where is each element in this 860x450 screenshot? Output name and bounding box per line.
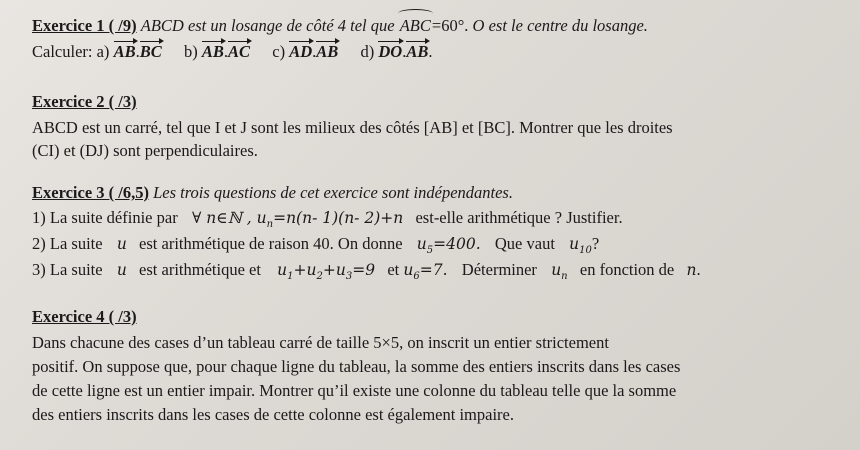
q1-question: est-elle arithmétique ? Justifier. bbox=[415, 208, 623, 227]
q3-un-sub: n bbox=[561, 271, 568, 283]
ex4-line4: des entiers inscrits dans les cases de cette colonne est également impaire. bbox=[32, 405, 514, 424]
q2-u10 bbox=[569, 235, 592, 257]
ex3-intro: Les trois questions de cet exercice sont indépendantes. bbox=[153, 183, 513, 202]
q3-function-of: en fonction de bbox=[579, 260, 675, 279]
ex3-q2 bbox=[32, 234, 599, 261]
vector-ab: AB bbox=[201, 42, 224, 61]
q2-statement: est arithmétique de raison 40. On donne bbox=[139, 234, 403, 253]
ex3-title-line bbox=[32, 183, 513, 203]
vector-ac: AC bbox=[227, 42, 250, 61]
ex3-q3 bbox=[32, 260, 701, 287]
q2-u5 bbox=[416, 235, 481, 257]
q3-s2: 2 bbox=[316, 271, 323, 283]
ex1-statement-center: O est le centre du losange. bbox=[472, 16, 648, 35]
q3-n: n bbox=[686, 261, 697, 279]
q3-un bbox=[551, 261, 568, 283]
q3-u6-sub: 6 bbox=[413, 271, 420, 283]
item-d-label: d) bbox=[360, 42, 375, 61]
ex4-title: Exercice 4 ( /3) bbox=[32, 307, 137, 326]
ex1-line2 bbox=[32, 42, 433, 62]
q3-u6-letter: u bbox=[403, 261, 414, 279]
q2-u5-sub: 5 bbox=[426, 245, 434, 257]
period: . bbox=[428, 42, 433, 61]
vector-bc: BC bbox=[139, 42, 162, 61]
vector-ab: AB bbox=[113, 42, 136, 61]
vector-ab: AB bbox=[406, 42, 429, 61]
q3-u6-value: =7. bbox=[419, 261, 448, 279]
ex3-title: Exercice 3 ( /6,5) bbox=[32, 183, 149, 202]
q3-s1: 1 bbox=[287, 271, 294, 283]
q3-sum bbox=[277, 261, 376, 283]
angle-value: =60°. bbox=[431, 16, 469, 35]
dot-product: . bbox=[402, 42, 407, 61]
item-c-label: c) bbox=[272, 42, 286, 61]
angle-abc: ABC bbox=[399, 16, 431, 35]
q1-text: 1) La suite définie par bbox=[32, 208, 178, 227]
q3-u2: +u bbox=[293, 261, 317, 279]
q1-formula bbox=[191, 209, 404, 231]
q2-u5-value: =400. bbox=[433, 235, 481, 253]
q2-text: 2) La suite bbox=[32, 234, 103, 253]
q3-u: u bbox=[116, 261, 127, 279]
q3-et: et bbox=[387, 260, 400, 279]
item-a-label: a) bbox=[96, 42, 110, 61]
calc-label: Calculer: bbox=[32, 42, 93, 61]
q2-u10-sub: 10 bbox=[579, 245, 592, 257]
vector-ab: AB bbox=[316, 42, 339, 61]
q3-period: . bbox=[696, 260, 701, 279]
ex2-line1: ABCD est un carré, tel que I et J sont les milieux des côtés [AB] et [BC]. Montrer que les droites bbox=[32, 118, 673, 137]
q2-question: Que vaut bbox=[494, 234, 555, 253]
q3-determine: Déterminer bbox=[461, 260, 537, 279]
q1-sub: n bbox=[266, 219, 274, 231]
q1-formula-end: =n(n- 1)(n- 2)+n bbox=[273, 209, 404, 227]
q3-statement: est arithmétique et bbox=[139, 260, 261, 279]
q3-un-letter: u bbox=[551, 261, 562, 279]
ex4-line3: de cette ligne est un entier impair. Montrer qu’il existe une colonne du tableau telle que la somme bbox=[32, 381, 677, 400]
vector-do: DO bbox=[378, 42, 403, 61]
q1-formula-start: ∀ n∈ℕ , u bbox=[191, 209, 267, 227]
ex1-line1 bbox=[32, 16, 648, 36]
q3-text: 3) La suite bbox=[32, 260, 103, 279]
ex3-q1 bbox=[32, 208, 623, 235]
ex1-statement: ABCD est un losange de côté 4 tel que bbox=[140, 16, 395, 35]
item-b-label: b) bbox=[183, 42, 198, 61]
q2-u5-letter: u bbox=[416, 235, 427, 253]
ex1-title: Exercice 1 ( /9) bbox=[32, 16, 137, 35]
q2-u: u bbox=[116, 235, 127, 253]
dot-product: . bbox=[135, 42, 140, 61]
q3-eq: =9 bbox=[352, 261, 376, 279]
q3-u3: +u bbox=[322, 261, 346, 279]
ex2-title: Exercice 2 ( /3) bbox=[32, 92, 137, 111]
vector-ad: AD bbox=[289, 42, 313, 61]
q3-u6 bbox=[403, 261, 448, 283]
ex4-title-line bbox=[32, 307, 137, 327]
ex2-title-line bbox=[32, 92, 137, 112]
q2-qmark: ? bbox=[591, 234, 600, 253]
dot-product: . bbox=[312, 42, 317, 61]
q3-s3: 3 bbox=[345, 271, 353, 283]
q2-u10-letter: u bbox=[569, 235, 580, 253]
ex2-line2: (CI) et (DJ) sont perpendiculaires. bbox=[32, 141, 258, 160]
ex4-line1: Dans chacune des cases d’un tableau carré de taille 5×5, on inscrit un entier strictement bbox=[32, 333, 609, 352]
dot-product: . bbox=[223, 42, 228, 61]
q3-u1: u bbox=[277, 261, 288, 279]
ex4-line2: positif. On suppose que, pour chaque ligne du tableau, la somme des entiers inscrits dans les cases bbox=[32, 357, 681, 376]
